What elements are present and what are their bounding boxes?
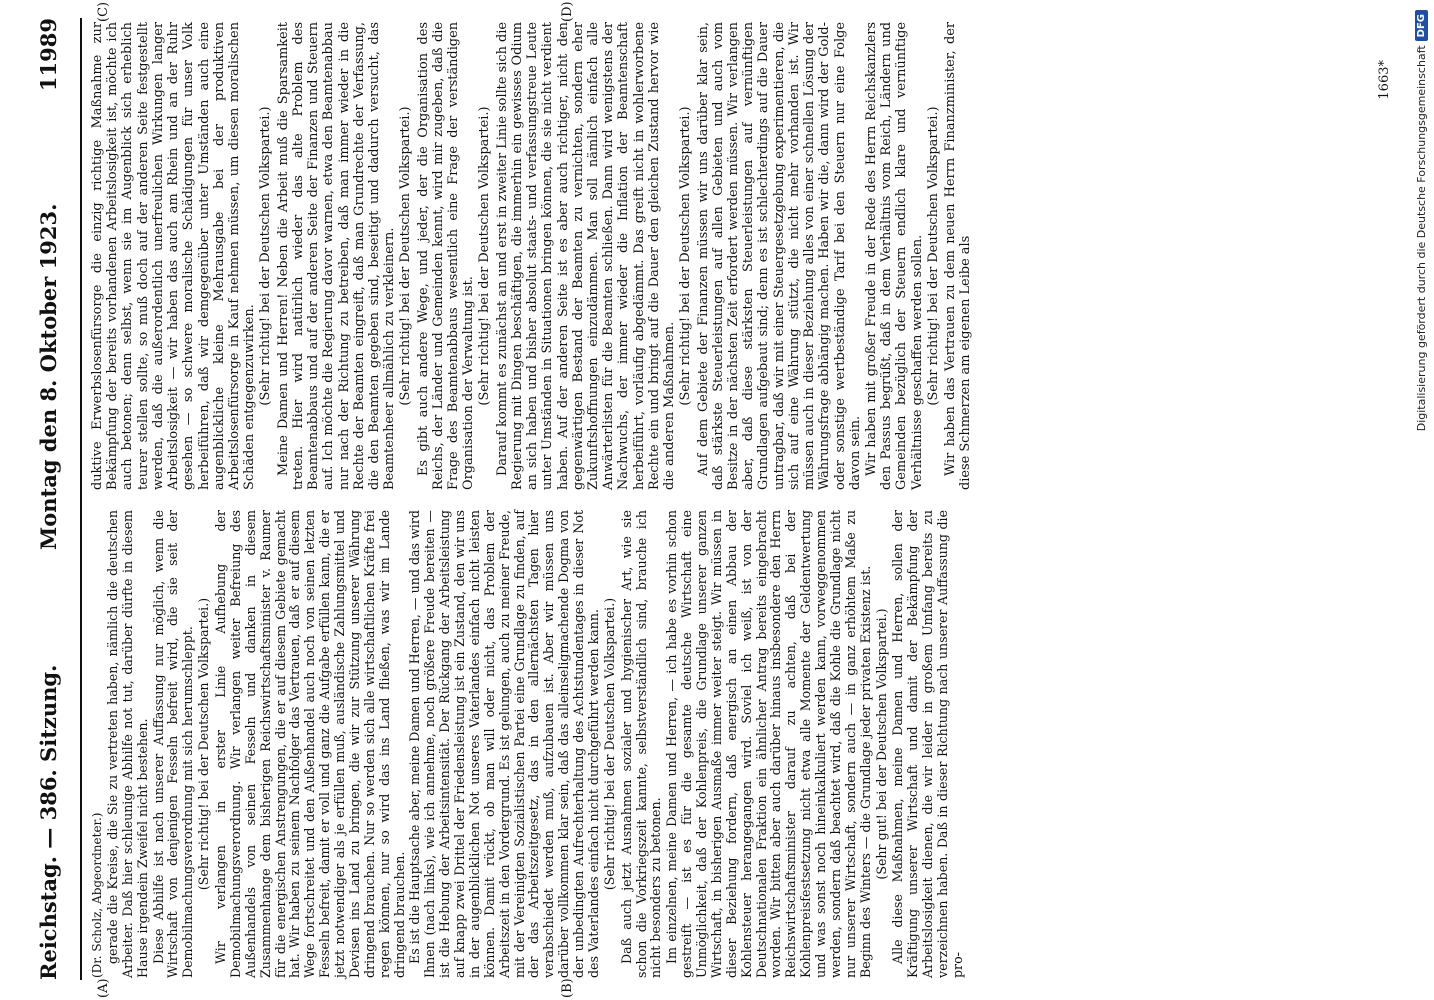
dfg-logo: DFG bbox=[1415, 10, 1428, 41]
paragraph: Wir haben mit großer Freude in der Rede des Herrn Reichskanzlers den Passus begrüßt, daß in dem Verhältnis vom Reich, Ländern und Gemeinden bezüglich der Steuern endlich klare und vernünftige Verhältnisse geschaffen werden sollen. bbox=[863, 22, 925, 490]
interjection: (Sehr richtig! bei der Deutschen Volkspartei.) bbox=[398, 106, 414, 406]
paragraph: Im einzelnen, meine Damen und Herren, — ich habe es vorhin schon gestreift — ist es für die gesamte deutsche Wirtschaft eine Unmöglichkeit, daß der Kohlenpreis, die Grundlage unserer ganzen Wirtschaft, in bisherigen Ausmaße immer weiter steigt. Wir müssen in dieser Beziehung fordern, daß energisch an einen Abbau der Kohlensteuer herangegangen wird. Soviel ich weiß, ist von der Deutschnationalen Fraktion ein ähnlicher Antrag bereits eingebracht worden. Wir bitten aber auch darüber hinaus insbesondere den Herrn Reichswirtschaftsminister darauf zu achten, daß bei der Kohlenpreisfestsetzung nicht etwa alle Momente der Geldentwertung und was sonst noch hineinkalkuliert werden kann, vorweggenommen werden, sondern daß beachtet wird, daß die Kohle die Grundlage nicht nur unserer Wirtschaft, sondern auch — in ganz erhöhtem Maße zu Beginn des Winters — die Grundlage jeder privaten Existenz ist. bbox=[664, 510, 873, 978]
paragraph: Alle diese Maßnahmen, meine Damen und Herren, sollen der Kräftigung unserer Wirtschaft und damit der Bekämpfung der Arbeitslosigkeit dienen, die wir leider in großem Umfang bereits zu verzeichnen haben. Daß in dieser Richtung nach unserer Auffassung die pro- bbox=[890, 510, 965, 978]
page-header bbox=[28, 18, 76, 980]
interjection: (Sehr richtig! bei der Deutschen Volkspartei.) bbox=[678, 106, 694, 406]
page-number: 11989 bbox=[36, 18, 61, 92]
digitization-credit bbox=[1408, 0, 1434, 1000]
margin-mark-c: (C) bbox=[96, 1, 111, 22]
header-rule bbox=[80, 18, 82, 980]
paragraph: Meine Damen und Herren! Neben die Arbeit muß die Sparsamkeit treten. Hier wird natürlich wieder das alte Problem des Beamtenabbaus und auf der anderen Seite der Finanzen und Steuern auf. Ich möchte die Regierung davor warnen, etwa den Beamtenabbau nur nach der Richtung zu betreiben, daß man immer wieder in die Rechte der Beamten eingreift, daß man Grundrechte der Verfassung, die den Beamten gegeben sind, beseitigt und dadurch versucht, das Beamtenheer allmählich zu verkleinern. bbox=[275, 22, 398, 490]
header-left: Reichstag. — 386. Sitzung. bbox=[36, 664, 61, 980]
paragraph: Darauf kommt es zunächst an und erst in zweiter Linie sollte sich die Regierung mit Dingen beschäftigen, die immerhin ein gewisses Odium an sich haben und bisher absolut staats- und verfassungstreue Leute unter Umständen in Situationen bringen können, die sie nicht verdient haben. Auf der anderen Seite ist es aber auch richtiger, nicht den gegenwärtigen Bestand der Beamten zu vernichten, sondern eher Zukunftshoffnungen einzudämmen. Man soll nämlich einfach alle Anwärterlisten für die Beamten schließen. Dann wird wenigstens der Nachwuchs, der immer wieder die Inflation der Beamtenschaft herbeiführt, vorläufig abgedämmt. Das greift nicht in wohlerworbene Rechte ein und bringt auf die Dauer den gleichen Zustand hervor wie die anderen Maßnahmen. bbox=[494, 22, 678, 490]
margin-mark-d: (D) bbox=[560, 1, 575, 22]
paragraph: gerade die Kreise, die Sie zu vertreten haben, nämlich die deutschen Arbeiter. Daß hier schleunige Abhilfe not tut, darüber dürfte in diesem Hause irgendein Zweifel nicht bestehen. bbox=[104, 510, 150, 978]
interjection: (Sehr richtig! bei der Deutschen Volkspartei.) bbox=[925, 106, 941, 406]
paragraph: Wir haben das Vertrauen zu dem neuen Herrn Finanzminister, der diese Schmerzen am eigenen Leibe als bbox=[943, 22, 974, 490]
paragraph: Es ist die Hauptsache aber, meine Damen und Herren, — und das wird Ihnen (nach links), wie ich annehme, noch größere Freude bereiten — ist die Hebung der Arbeitsintensität. Der Rückgang der Arbeitsleistung auf knapp zwei Drittel der Friedensleistung ist ein Zustand, den wir uns in der augenblicklichen Not unseres Vaterlandes einfach nicht leisten können. Damit rückt, ob man will oder nicht, das Problem der Arbeitszeit in den Vordergrund. Es ist gelungen, auch zu meiner Freude, mit der Vereinigten Sozialistischen Partei eine Grundlage zu finden, auf der das Arbeitszeitgesetz, das in den allernächsten Tagen hier verabschiedet werden muß, aufzubauen ist. Aber wir müssen uns darüber vollkommen klar sein, daß das alleinseligmachende Dogma von der unbedingten Aufrechterhaltung des Achtstundentages in dieser Not des Vaterlandes einfach nicht durchgeführt werden kann. bbox=[407, 510, 601, 978]
paragraph: Daß auch jetzt Ausnahmen sozialer und hygienischer Art, wie sie schon die Vorkriegszeit kannte, selbstverständlich sind, brauche ich nicht besonders zu betonen. bbox=[618, 510, 664, 978]
interjection: (Sehr richtig! bei der Deutschen Volkspartei.) bbox=[196, 597, 212, 891]
margin-mark-b: (B) bbox=[560, 978, 575, 998]
interjection: (Sehr richtig! bei der Deutschen Volkspartei.) bbox=[258, 106, 274, 406]
paragraph: Es gibt auch andere Wege, und jeder, der die Organisation des Reichs, der Länder und Gemeinden kennt, wird mir zugeben, daß die Frage des Beamtenabbaus wesentlich eine Frage der verständigen Organisation der Verwaltung ist. bbox=[415, 22, 477, 490]
margin-mark-a: (A) bbox=[96, 978, 111, 998]
interjection: (Sehr richtig! bei der Deutschen Volkspartei.) bbox=[601, 597, 617, 891]
paragraph: Diese Abhilfe ist nach unserer Auffassung nur möglich, wenn die Wirtschaft von denjenigen Fesseln befreit wird, die sie seit der Demobilmachungsverordnung mit sich herumschleppt. bbox=[150, 510, 196, 978]
speaker-attribution: (Dr. Scholz, Abgeordneter.) bbox=[90, 812, 104, 978]
paragraph: duktive Erwerbslosenfürsorge die einzig richtige Maßnahme zur Bekämpfung der bereits vorhandenen Arbeitslosigkeit ist, möchte ich auch betonen; denn selbst, wenn sie im Augenblick sich erheblich teurer stellen sollte, so muß doch auf der anderen Seite festgestellt werden, daß die außerordentlich unerfreulichen Wirkungen langer Arbeitslosigkeit — wir haben das auch am Rhein und an der Ruhr gesehen — so schwere moralische Schädigungen für unser Volk herbeiführen, daß wir demgegenüber unter Umständen auch eine augenblickliche kleine Mehrausgabe bei der produktiven Arbeitslosenfürsorge in Kauf nehmen müssen, um diesen moralischen Schäden entgegenzuwirken. bbox=[90, 22, 258, 490]
paragraph: Wir verlangen in erster Linie Aufhebung der Demobilmachungsverordnung. Wir verlangen weiter Befreiung des Außenhandels von seinen Fesseln und danken in diesem Zusammenhange dem bisherigen Reichswirtschaftsminister v. Raumer für die energischen Anstrengungen, die er auf diesem Gebiete gemacht hat. Wir haben zu seinem Nachfolger das Vertrauen, daß er auf diesem Wege fortschreitet und den Außenhandel auch noch von seinen letzten Fesseln befreit, damit er voll und ganz die Aufgabe erfüllen kann, die er jetzt notwendiger als je erfüllen muß, ausländische Zahlungsmittel und Devisen ins Land zu bringen, die wir zur Stützung unserer Währung dringend brauchen. Nur so werden sich alle wirtschaftlichen Kräfte frei regen können, nur so wird das ins Land fließen, was wir im Lande dringend brauchen. bbox=[213, 510, 407, 978]
credit-text: Digitalisierung gefördert durch die Deutsche Forschungsgemeinschaft bbox=[1414, 45, 1428, 432]
sheet-signature: 1663* bbox=[1377, 60, 1392, 100]
interjection: (Sehr richtig! bei der Deutschen Volkspartei.) bbox=[477, 106, 493, 406]
right-column bbox=[90, 22, 974, 490]
paragraph: Auf dem Gebiete der Finanzen müssen wir uns darüber klar sein, daß stärkste Steuerleistungen auf allen Gebieten und auch vom Besitze in der nächsten Zeit erfordert werden müssen. Wir verlangen aber, daß diese stärksten Steuerleistungen auf vernünftigen Grundlagen aufgebaut sind; denn es ist schlechterdings auf die Dauer untragbar, daß wir mit einer Steuergesetzgebung experimentieren, die sich auf eine Währung stützt, die nicht mehr vorhanden ist. Wir müssen auch in dieser Beziehung alles von einer schnellen Lösung der Währungsfrage abhängig machen. Haben wir die, dann wird der Gold- oder sonstige wertbeständige Tarif bei den Steuern nur eine Folge davon sein. bbox=[695, 22, 863, 490]
interjection: (Sehr gut! bei der Deutschen Volkspartei.) bbox=[873, 608, 889, 880]
header-date: Montag den 8. Oktober 1923. bbox=[36, 203, 61, 550]
left-column bbox=[90, 510, 967, 978]
